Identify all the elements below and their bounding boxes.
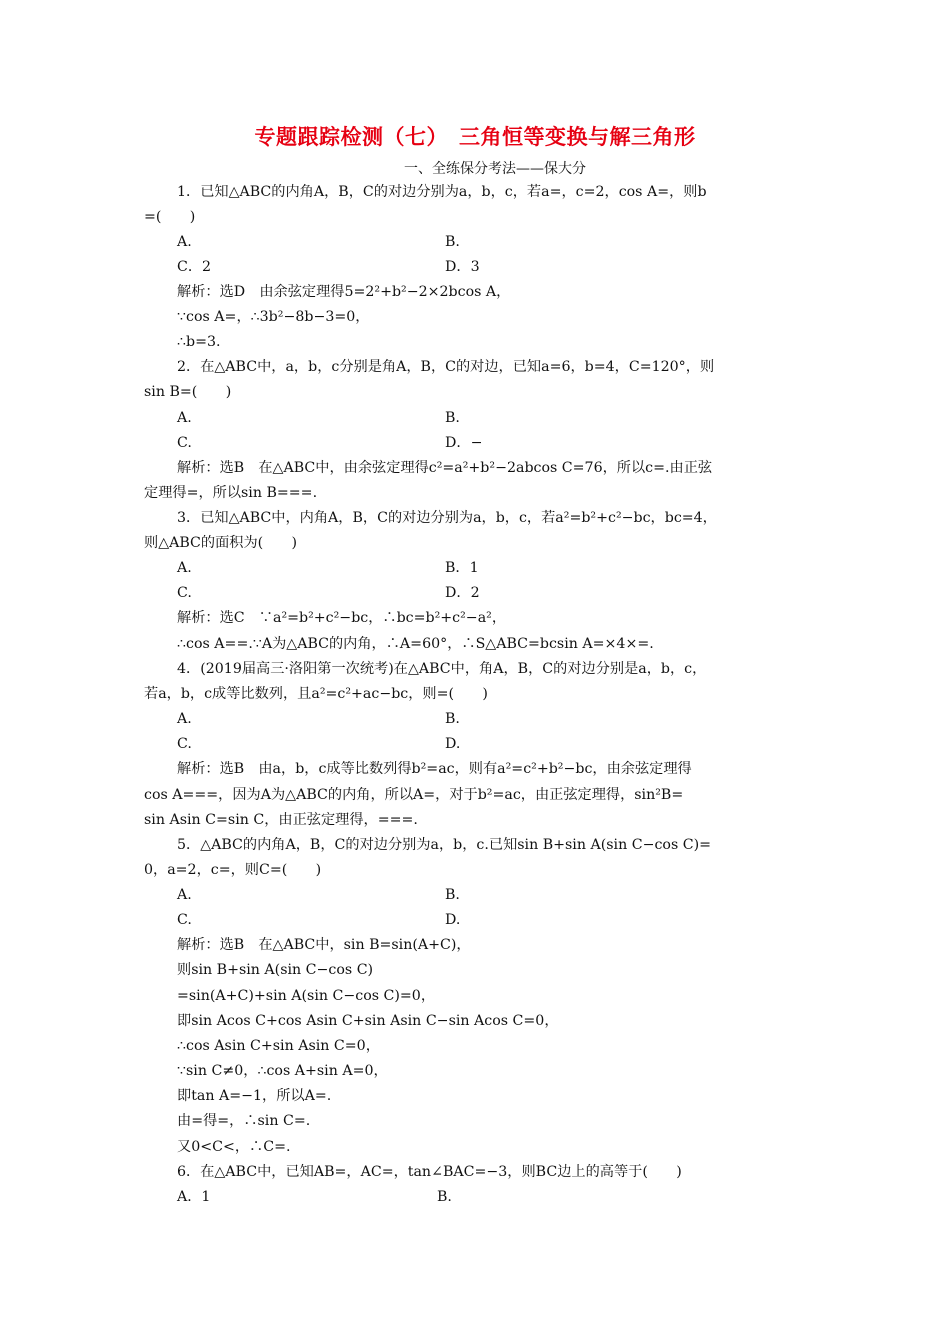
q5-option-d: D. bbox=[445, 912, 461, 928]
q1-stem-line-1: 1．已知△ABC的内角A，B，C的对边分别为a，b，c，若a=，c=2，cos A=，则b bbox=[177, 184, 707, 200]
q5-solution-line-6: ∵sin C≠0，∴cos A+sin A=0， bbox=[177, 1063, 388, 1079]
q4-option-a: A. bbox=[177, 711, 192, 727]
q2-stem-line-2: sin B=( ) bbox=[144, 384, 232, 400]
q3-option-c: C. bbox=[177, 585, 192, 601]
q2-option-d: D．− bbox=[445, 435, 483, 451]
q2-option-b: B. bbox=[445, 410, 460, 426]
q5-solution-line-1: 解析：选B 在△ABC中，sin B=sin(A+C)， bbox=[177, 937, 471, 953]
q3-stem-line-2: 则△ABC的面积为( ) bbox=[144, 535, 298, 551]
q3-option-b: B．1 bbox=[445, 560, 479, 576]
q5-stem-line-1: 5．△ABC的内角A，B，C的对边分别为a，b，c.已知sin B+sin A(sin C−cos C)= bbox=[177, 837, 712, 853]
q3-option-d: D．2 bbox=[445, 585, 480, 601]
q5-option-b: B. bbox=[445, 887, 460, 903]
q4-stem-line-1: 4．(2019届高三·洛阳第一次统考)在△ABC中，角A，B，C的对边分别是a，b，c， bbox=[177, 661, 707, 677]
q2-solution-line-2: 定理得=，所以sin B===. bbox=[144, 485, 318, 501]
document-title: 专题跟踪检测（七） 三角恒等变换与解三角形 bbox=[254, 125, 696, 149]
q1-option-c: C．2 bbox=[177, 259, 212, 275]
q3-solution-line-2: ∴cos A==.∵A为△ABC的内角，∴A=60°，∴S△ABC=bcsin A=×4×=. bbox=[177, 636, 654, 652]
q3-stem-line-1: 3．已知△ABC中，内角A，B，C的对边分别为a，b，c，若a²=b²+c²−bc，bc=4， bbox=[177, 510, 717, 526]
q2-solution-line-1: 解析：选B 在△ABC中，由余弦定理得c²=a²+b²−2abcos C=76，所以c=.由正弦 bbox=[177, 460, 713, 476]
q4-stem-line-2: 若a，b，c成等比数列，且a²=c²+ac−bc，则=( ) bbox=[144, 686, 488, 702]
q5-stem-line-2: 0，a=2，c=，则C=( ) bbox=[144, 862, 322, 878]
q4-option-b: B. bbox=[445, 711, 460, 727]
q1-solution-line-3: ∴b=3. bbox=[177, 334, 221, 350]
q2-option-a: A. bbox=[177, 410, 192, 426]
q2-stem-line-1: 2．在△ABC中，a，b，c分别是角A，B，C的对边，已知a=6，b=4，C=120°，则 bbox=[177, 359, 715, 375]
q5-solution-line-8: 由=得=，∴sin C=. bbox=[177, 1113, 311, 1129]
section-heading: 一、全练保分考法——保大分 bbox=[404, 161, 586, 177]
q3-solution-line-1: 解析：选C ∵a²=b²+c²−bc，∴bc=b²+c²−a²， bbox=[177, 610, 507, 626]
q5-solution-line-5: ∴cos Asin C+sin Asin C=0， bbox=[177, 1038, 380, 1054]
q1-stem-line-2: =( ) bbox=[144, 209, 196, 225]
q4-solution-line-1: 解析：选B 由a，b，c成等比数列得b²=ac，则有a²=c²+b²−bc，由余弦定理得 bbox=[177, 761, 692, 777]
q6-stem-line-1: 6．在△ABC中，已知AB=，AC=，tan∠BAC=−3，则BC边上的高等于( ) bbox=[177, 1164, 682, 1180]
q5-option-a: A. bbox=[177, 887, 192, 903]
q4-solution-line-3: sin Asin C=sin C，由正弦定理得，===. bbox=[144, 812, 418, 828]
q1-option-d: D．3 bbox=[445, 259, 480, 275]
q4-option-c: C. bbox=[177, 736, 192, 752]
q4-solution-line-2: cos A===，因为A为△ABC的内角，所以A=，对于b²=ac，由正弦定理得，sin²B= bbox=[144, 787, 684, 803]
q3-option-a: A. bbox=[177, 560, 192, 576]
q5-solution-line-2: 则sin B+sin A(sin C−cos C) bbox=[177, 962, 374, 978]
q4-option-d: D. bbox=[445, 736, 461, 752]
q5-solution-line-9: 又0<C<，∴C=. bbox=[177, 1139, 291, 1155]
q5-option-c: C. bbox=[177, 912, 192, 928]
q6-option-a: A．1 bbox=[177, 1189, 211, 1205]
q5-solution-line-3: =sin(A+C)+sin A(sin C−cos C)=0， bbox=[177, 988, 436, 1004]
q1-solution-line-2: ∵cos A=，∴3b²−8b−3=0， bbox=[177, 309, 370, 325]
q1-solution-line-1: 解析：选D 由余弦定理得5=2²+b²−2×2bcos A， bbox=[177, 284, 511, 300]
q2-option-c: C. bbox=[177, 435, 192, 451]
q1-option-a: A. bbox=[177, 234, 192, 250]
q6-option-b: B. bbox=[437, 1189, 452, 1205]
q5-solution-line-7: 即tan A=−1，所以A=. bbox=[177, 1088, 332, 1104]
q5-solution-line-4: 即sin Acos C+cos Asin C+sin Asin C−sin Acos C=0， bbox=[177, 1013, 559, 1029]
q1-option-b: B. bbox=[445, 234, 460, 250]
